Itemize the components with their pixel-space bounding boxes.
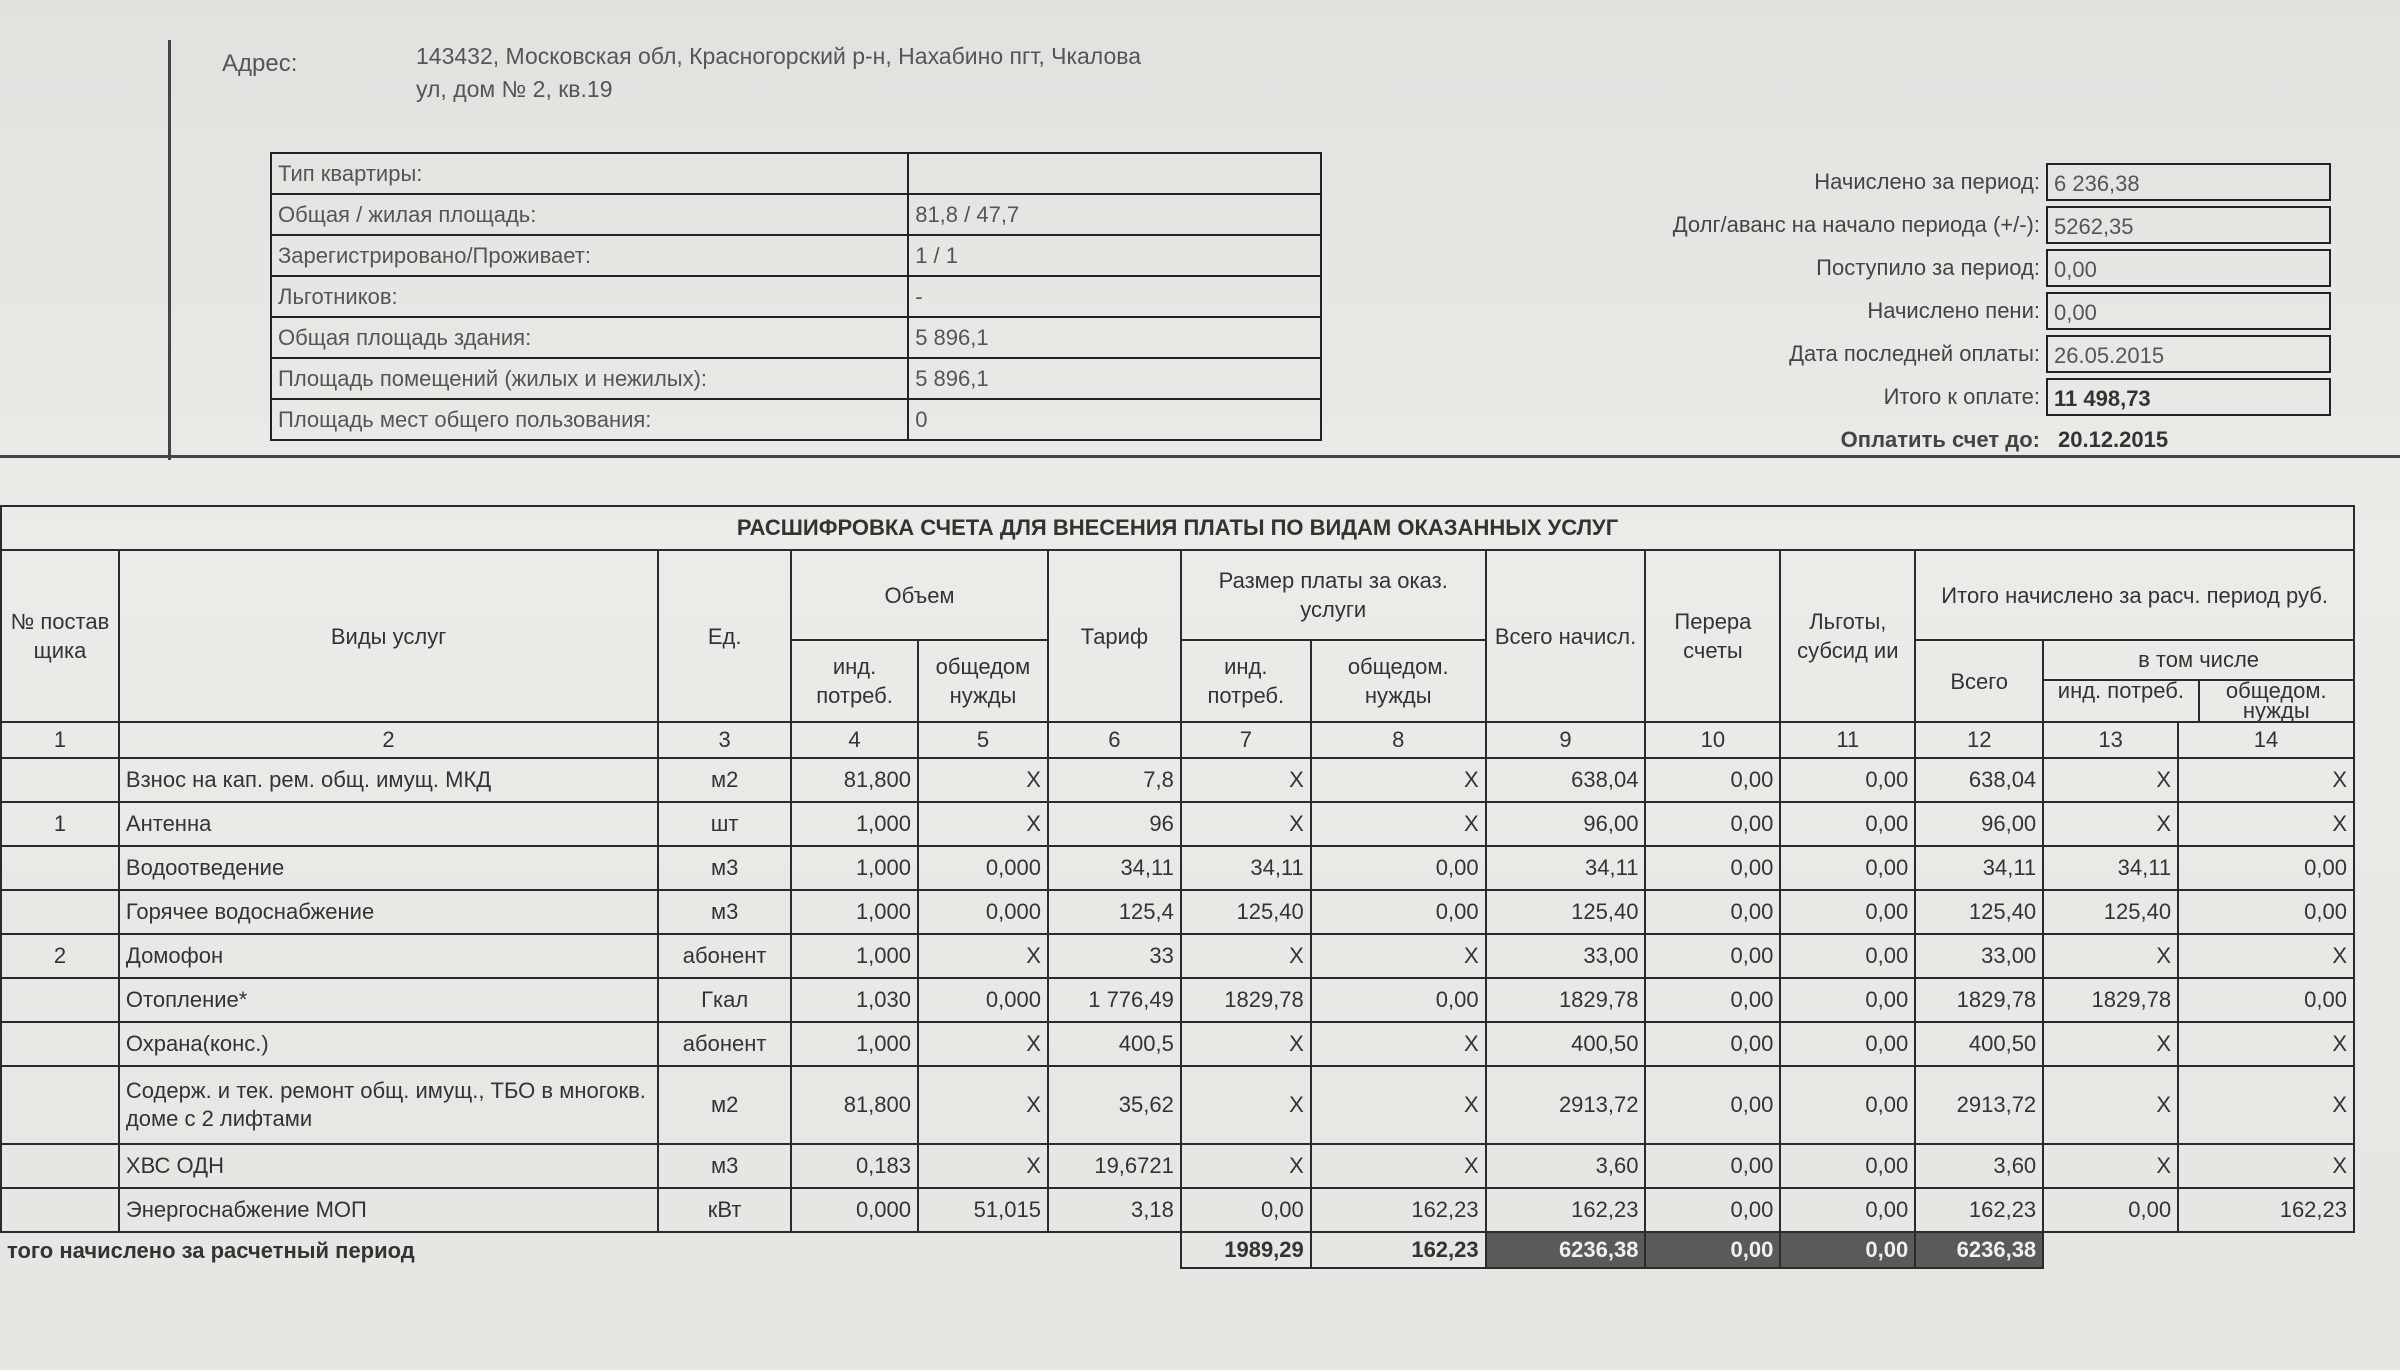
cell-inc-com: X xyxy=(2178,1022,2354,1066)
header-supplier-no: № постав щика xyxy=(1,550,119,722)
cell-recalc: 0,00 xyxy=(1645,934,1780,978)
cell-inc-com: X xyxy=(2178,802,2354,846)
summary-row xyxy=(1400,375,2350,418)
header-payment-ind: инд. потреб. xyxy=(1181,640,1311,722)
cell-service: ХВС ОДН xyxy=(119,1144,658,1188)
column-number: 7 xyxy=(1181,722,1311,758)
cell-no xyxy=(1,1144,119,1188)
column-number: 14 xyxy=(2178,722,2354,758)
header-benefits: Льготы, субсид ии xyxy=(1780,550,1915,722)
cell-unit: абонент xyxy=(658,934,791,978)
cell-benefit: 0,00 xyxy=(1780,1144,1915,1188)
cell-benefit: 0,00 xyxy=(1780,978,1915,1022)
cell-unit: м3 xyxy=(658,1144,791,1188)
cell-total: 400,50 xyxy=(1486,1022,1646,1066)
cell-grand: 400,50 xyxy=(1915,1022,2043,1066)
summary-row xyxy=(1400,332,2350,375)
summary-row xyxy=(1400,289,2350,332)
header-inc-common: общедом. нужды xyxy=(2225,678,2327,723)
column-number: 6 xyxy=(1048,722,1181,758)
summary-value: 0,00 xyxy=(2046,292,2331,330)
total-row xyxy=(1,1232,2354,1268)
cell-total: 96,00 xyxy=(1486,802,1646,846)
info-value: 5 896,1 xyxy=(908,358,1321,399)
cell-service: Горячее водоснабжение xyxy=(119,890,658,934)
column-number: 11 xyxy=(1780,722,1915,758)
cell-v-ind: 1,000 xyxy=(791,1022,918,1066)
cell-no: 1 xyxy=(1,802,119,846)
cell-p-com: X xyxy=(1311,934,1486,978)
cell-grand: 638,04 xyxy=(1915,758,2043,802)
cell-service: Домофон xyxy=(119,934,658,978)
cell-grand: 96,00 xyxy=(1915,802,2043,846)
cell-inc-com: X xyxy=(2178,758,2354,802)
cell-p-ind: 0,00 xyxy=(1181,1188,1311,1232)
cell-inc-com: X xyxy=(2178,1066,2354,1144)
cell-inc-ind: X xyxy=(2043,934,2178,978)
cell-no xyxy=(1,1022,119,1066)
address-text xyxy=(416,40,1366,106)
header-period-total: Итого начислено за расч. период руб. xyxy=(1915,550,2354,640)
table-row xyxy=(1,978,2354,1022)
cell-p-com: 0,00 xyxy=(1311,890,1486,934)
table-row xyxy=(1,1188,2354,1232)
cell-p-ind: X xyxy=(1181,1022,1311,1066)
cell-no xyxy=(1,978,119,1022)
cell-tariff: 35,62 xyxy=(1048,1066,1181,1144)
cell-unit: абонент xyxy=(658,1022,791,1066)
cell-inc-ind: X xyxy=(2043,802,2178,846)
left-border-line xyxy=(168,40,171,460)
info-value: 5 896,1 xyxy=(908,317,1321,358)
cell-unit: м3 xyxy=(658,846,791,890)
cell-inc-ind: X xyxy=(2043,1066,2178,1144)
info-label: Площадь помещений (жилых и нежилых): xyxy=(271,358,908,399)
cell-total: 125,40 xyxy=(1486,890,1646,934)
total-benefit: 0,00 xyxy=(1780,1232,1915,1268)
header-volume-common: общедом нужды xyxy=(918,640,1048,722)
info-row xyxy=(271,358,1321,399)
column-number: 8 xyxy=(1311,722,1486,758)
summary-value: 0,00 xyxy=(2046,249,2331,287)
cell-no xyxy=(1,1066,119,1144)
table-row xyxy=(1,1022,2354,1066)
cell-total: 33,00 xyxy=(1486,934,1646,978)
cell-v-com: 0,000 xyxy=(918,890,1048,934)
cell-v-ind: 81,800 xyxy=(791,1066,918,1144)
header-volume: Объем xyxy=(791,550,1048,640)
column-number: 2 xyxy=(119,722,658,758)
column-number: 4 xyxy=(791,722,918,758)
cell-recalc: 0,00 xyxy=(1645,890,1780,934)
cell-p-com: 0,00 xyxy=(1311,846,1486,890)
cell-benefit: 0,00 xyxy=(1780,890,1915,934)
info-row xyxy=(271,153,1321,194)
cell-v-ind: 1,000 xyxy=(791,890,918,934)
cell-grand: 34,11 xyxy=(1915,846,2043,890)
cell-p-ind: X xyxy=(1181,1066,1311,1144)
cell-total: 2913,72 xyxy=(1486,1066,1646,1144)
cell-v-ind: 1,000 xyxy=(791,934,918,978)
cell-inc-ind: 125,40 xyxy=(2043,890,2178,934)
header-including xyxy=(2043,640,2354,722)
cell-inc-ind: X xyxy=(2043,1022,2178,1066)
summary-label: Поступило за период: xyxy=(1816,254,2040,280)
cell-service: Антенна xyxy=(119,802,658,846)
header-service: Виды услуг xyxy=(119,550,658,722)
pay-by-label: Оплатить счет до: xyxy=(1840,427,2040,452)
cell-inc-com: 0,00 xyxy=(2178,890,2354,934)
total-p-ind: 1989,29 xyxy=(1181,1232,1311,1268)
cell-v-com: 0,000 xyxy=(918,846,1048,890)
cell-inc-ind: X xyxy=(2043,758,2178,802)
cell-tariff: 34,11 xyxy=(1048,846,1181,890)
apartment-info-table xyxy=(270,152,1322,441)
cell-grand: 125,40 xyxy=(1915,890,2043,934)
table-row xyxy=(1,758,2354,802)
cell-p-ind: X xyxy=(1181,934,1311,978)
info-value: 0 xyxy=(908,399,1321,440)
cell-recalc: 0,00 xyxy=(1645,758,1780,802)
cell-tariff: 125,4 xyxy=(1048,890,1181,934)
info-label: Площадь мест общего пользования: xyxy=(271,399,908,440)
cell-inc-ind: 0,00 xyxy=(2043,1188,2178,1232)
header-including-label: в том числе xyxy=(2044,641,2353,681)
cell-service: Водоотведение xyxy=(119,846,658,890)
cell-unit: шт xyxy=(658,802,791,846)
info-row xyxy=(271,399,1321,440)
services-table xyxy=(0,505,2355,1269)
info-row xyxy=(271,317,1321,358)
summary-value: 26.05.2015 xyxy=(2046,335,2331,373)
info-label: Льготников: xyxy=(271,276,908,317)
table-caption: РАСШИФРОВКА СЧЕТА ДЛЯ ВНЕСЕНИЯ ПЛАТЫ ПО ВИДАМ ОКАЗАННЫХ УСЛУГ xyxy=(1,506,2354,550)
cell-inc-com: 0,00 xyxy=(2178,978,2354,1022)
cell-v-ind: 1,000 xyxy=(791,846,918,890)
cell-p-com: X xyxy=(1311,1022,1486,1066)
pay-by-row xyxy=(1400,420,2350,460)
header-grand-total: Всего xyxy=(1915,640,2043,722)
cell-tariff: 400,5 xyxy=(1048,1022,1181,1066)
cell-unit: Гкал xyxy=(658,978,791,1022)
cell-tariff: 1 776,49 xyxy=(1048,978,1181,1022)
header-tariff: Тариф xyxy=(1048,550,1181,722)
table-row xyxy=(1,802,2354,846)
cell-recalc: 0,00 xyxy=(1645,802,1780,846)
column-number: 10 xyxy=(1645,722,1780,758)
cell-total: 1829,78 xyxy=(1486,978,1646,1022)
summary-label: Начислено за период: xyxy=(1814,168,2040,194)
cell-benefit: 0,00 xyxy=(1780,758,1915,802)
table-row xyxy=(1,1066,2354,1144)
cell-inc-com: X xyxy=(2178,934,2354,978)
address-label: Адрес: xyxy=(222,50,298,77)
cell-inc-com: 162,23 xyxy=(2178,1188,2354,1232)
summary-row xyxy=(1400,246,2350,289)
cell-no xyxy=(1,758,119,802)
info-label: Общая / жилая площадь: xyxy=(271,194,908,235)
cell-no xyxy=(1,890,119,934)
total-p-com: 162,23 xyxy=(1311,1232,1486,1268)
cell-tariff: 33 xyxy=(1048,934,1181,978)
cell-p-com: X xyxy=(1311,1144,1486,1188)
header-payment-common: общедом. нужды xyxy=(1311,640,1486,722)
cell-unit: м2 xyxy=(658,758,791,802)
cell-p-ind: X xyxy=(1181,758,1311,802)
cell-p-ind: 125,40 xyxy=(1181,890,1311,934)
cell-unit: м2 xyxy=(658,1066,791,1144)
cell-inc-ind: X xyxy=(2043,1144,2178,1188)
cell-recalc: 0,00 xyxy=(1645,846,1780,890)
cell-unit: кВт xyxy=(658,1188,791,1232)
cell-total: 34,11 xyxy=(1486,846,1646,890)
cell-inc-com: 0,00 xyxy=(2178,846,2354,890)
cell-benefit: 0,00 xyxy=(1780,1066,1915,1144)
cell-grand: 3,60 xyxy=(1915,1144,2043,1188)
cell-p-com: X xyxy=(1311,1066,1486,1144)
cell-p-com: X xyxy=(1311,802,1486,846)
total-filler xyxy=(2043,1232,2354,1268)
info-value: 1 / 1 xyxy=(908,235,1321,276)
cell-service: Содерж. и тек. ремонт общ. имущ., ТБО в многокв. доме с 2 лифтами xyxy=(119,1066,658,1144)
cell-v-com: X xyxy=(918,802,1048,846)
cell-v-ind: 1,030 xyxy=(791,978,918,1022)
cell-grand: 1829,78 xyxy=(1915,978,2043,1022)
cell-p-ind: 34,11 xyxy=(1181,846,1311,890)
info-value xyxy=(908,153,1321,194)
cell-no: 2 xyxy=(1,934,119,978)
header-payment: Размер платы за оказ. услуги xyxy=(1181,550,1486,640)
header-unit: Ед. xyxy=(658,550,791,722)
cell-benefit: 0,00 xyxy=(1780,846,1915,890)
cell-tariff: 96 xyxy=(1048,802,1181,846)
info-label: Тип квартиры: xyxy=(271,153,908,194)
cell-benefit: 0,00 xyxy=(1780,934,1915,978)
cell-service: Охрана(конс.) xyxy=(119,1022,658,1066)
cell-v-com: X xyxy=(918,1144,1048,1188)
total-recalc: 0,00 xyxy=(1645,1232,1780,1268)
cell-recalc: 0,00 xyxy=(1645,1144,1780,1188)
cell-p-com: X xyxy=(1311,758,1486,802)
address-line-2: ул, дом № 2, кв.19 xyxy=(416,76,613,102)
cell-v-ind: 0,183 xyxy=(791,1144,918,1188)
cell-no xyxy=(1,846,119,890)
cell-service: Энергоснабжение МОП xyxy=(119,1188,658,1232)
column-number: 9 xyxy=(1486,722,1646,758)
cell-tariff: 3,18 xyxy=(1048,1188,1181,1232)
summary-label: Долг/аванс на начало периода (+/-): xyxy=(1672,211,2040,237)
cell-p-ind: X xyxy=(1181,1144,1311,1188)
summary-label: Итого к оплате: xyxy=(1883,383,2040,409)
info-value: 81,8 / 47,7 xyxy=(908,194,1321,235)
summary-row xyxy=(1400,203,2350,246)
cell-benefit: 0,00 xyxy=(1780,1022,1915,1066)
cell-p-ind: X xyxy=(1181,802,1311,846)
total-total: 6236,38 xyxy=(1486,1232,1646,1268)
cell-p-ind: 1829,78 xyxy=(1181,978,1311,1022)
info-label: Общая площадь здания: xyxy=(271,317,908,358)
cell-benefit: 0,00 xyxy=(1780,802,1915,846)
header-inc-ind: инд. потреб. xyxy=(2044,681,2199,721)
cell-p-com: 0,00 xyxy=(1311,978,1486,1022)
cell-v-com: X xyxy=(918,758,1048,802)
column-number: 3 xyxy=(658,722,791,758)
cell-no xyxy=(1,1188,119,1232)
cell-v-ind: 1,000 xyxy=(791,802,918,846)
cell-recalc: 0,00 xyxy=(1645,1066,1780,1144)
address-line-1: 143432, Московская обл, Красногорский р-н, Нахабино пгт, Чкалова xyxy=(416,43,1142,69)
table-row xyxy=(1,934,2354,978)
column-number: 5 xyxy=(918,722,1048,758)
summary-row xyxy=(1400,160,2350,203)
cell-total: 638,04 xyxy=(1486,758,1646,802)
cell-grand: 162,23 xyxy=(1915,1188,2043,1232)
cell-v-com: 0,000 xyxy=(918,978,1048,1022)
cell-unit: м3 xyxy=(658,890,791,934)
info-row xyxy=(271,235,1321,276)
cell-grand: 2913,72 xyxy=(1915,1066,2043,1144)
header-recalc: Перера счеты xyxy=(1645,550,1780,722)
summary-value: 6 236,38 xyxy=(2046,163,2331,201)
column-number: 12 xyxy=(1915,722,2043,758)
info-label: Зарегистрировано/Проживает: xyxy=(271,235,908,276)
summary-value: 11 498,73 xyxy=(2046,378,2331,416)
header-volume-ind: инд. потреб. xyxy=(791,640,918,722)
cell-inc-ind: 1829,78 xyxy=(2043,978,2178,1022)
info-row xyxy=(271,276,1321,317)
cell-inc-com: X xyxy=(2178,1144,2354,1188)
cell-inc-ind: 34,11 xyxy=(2043,846,2178,890)
column-number: 13 xyxy=(2043,722,2178,758)
column-number: 1 xyxy=(1,722,119,758)
header-total-charged: Всего начисл. xyxy=(1486,550,1646,722)
pay-by-date: 20.12.2015 xyxy=(2058,427,2169,452)
cell-tariff: 19,6721 xyxy=(1048,1144,1181,1188)
cell-benefit: 0,00 xyxy=(1780,1188,1915,1232)
cell-total: 3,60 xyxy=(1486,1144,1646,1188)
cell-grand: 33,00 xyxy=(1915,934,2043,978)
cell-v-ind: 0,000 xyxy=(791,1188,918,1232)
summary-value: 5262,35 xyxy=(2046,206,2331,244)
cell-v-com: X xyxy=(918,1022,1048,1066)
billing-summary xyxy=(1400,160,2350,460)
cell-total: 162,23 xyxy=(1486,1188,1646,1232)
cell-v-com: X xyxy=(918,934,1048,978)
cell-tariff: 7,8 xyxy=(1048,758,1181,802)
info-value: - xyxy=(908,276,1321,317)
info-row xyxy=(271,194,1321,235)
table-row xyxy=(1,1144,2354,1188)
cell-recalc: 0,00 xyxy=(1645,978,1780,1022)
cell-v-ind: 81,800 xyxy=(791,758,918,802)
total-label: того начислено за расчетный период xyxy=(1,1232,1181,1268)
cell-service: Взнос на кап. рем. общ. имущ. МКД xyxy=(119,758,658,802)
summary-label: Дата последней оплаты: xyxy=(1789,340,2040,366)
cell-recalc: 0,00 xyxy=(1645,1188,1780,1232)
table-row xyxy=(1,846,2354,890)
cell-service: Отопление* xyxy=(119,978,658,1022)
cell-v-com: X xyxy=(918,1066,1048,1144)
summary-label: Начислено пени: xyxy=(1867,297,2040,323)
cell-v-com: 51,015 xyxy=(918,1188,1048,1232)
cell-recalc: 0,00 xyxy=(1645,1022,1780,1066)
cell-p-com: 162,23 xyxy=(1311,1188,1486,1232)
total-grand: 6236,38 xyxy=(1915,1232,2043,1268)
table-row xyxy=(1,890,2354,934)
